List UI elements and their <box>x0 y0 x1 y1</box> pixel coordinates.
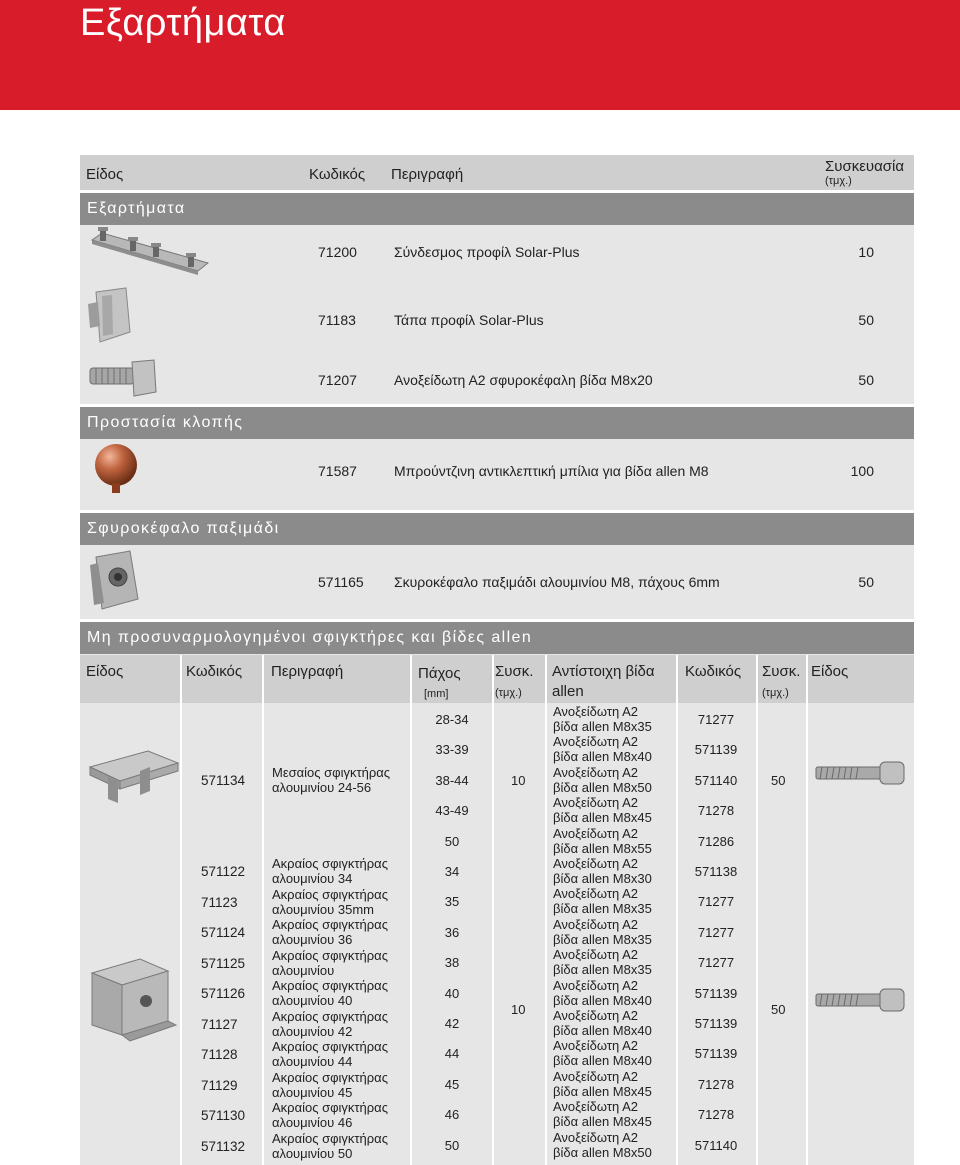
item-code: 71183 <box>318 312 356 328</box>
bolt-row-thickness: 38 <box>444 955 460 971</box>
end-clamp-code: 571126 <box>201 986 246 1001</box>
header-packaging-unit: (τμχ.) <box>825 175 852 187</box>
bolt-row-thickness: 44 <box>444 1046 460 1062</box>
mid-clamp-description: Μεσαίος σφιγκτήρας αλουμινίου 24-56 <box>272 765 391 795</box>
bolt-row-code: 571139 <box>694 985 738 1001</box>
section-hammer-nut: Σφυροκέφαλο παξιμάδι <box>80 513 914 545</box>
header-bolt-type: Είδος <box>811 663 849 680</box>
end-clamp-bolt-pack: 50 <box>771 1002 786 1017</box>
bolt-row-code: 71278 <box>697 803 735 819</box>
end-clamp-description: Ακραίος σφιγκτήρας αλουμινίου 36 <box>272 917 388 947</box>
bolt-row-description: Ανοξείδωτη Α2 βίδα allen M8x50 <box>553 1129 652 1160</box>
bolt-row-code: 71277 <box>697 894 735 910</box>
header-type: Είδος <box>86 166 124 183</box>
end-clamp-code: 571132 <box>201 1138 246 1154</box>
bolt-row-code: 571139 <box>694 742 738 758</box>
end-clamp-code: 71128 <box>201 1047 238 1062</box>
column-divider <box>756 655 758 1165</box>
bolt-row-thickness: 36 <box>444 924 460 940</box>
bolt-row-description: Ανοξείδωτη Α2 βίδα allen M8x40 <box>553 977 652 1008</box>
header-code: Κωδικός <box>186 663 243 680</box>
bolt-row-description: Ανοξείδωτη Α2 βίδα allen M8x40 <box>553 1038 652 1069</box>
bolt-row-description: Ανοξείδωτη Α2 βίδα allen M8x35 <box>553 704 652 734</box>
end-cap-icon <box>86 286 136 348</box>
header-description: Περιγραφή <box>391 166 464 183</box>
bolt-row-description: Ανοξείδωτη Α2 βίδα allen M8x45 <box>553 795 652 826</box>
header-matching-bolt: Αντίστοιχη βίδα allen <box>552 663 655 700</box>
item-code: 71207 <box>318 372 357 388</box>
column-divider <box>180 655 182 1165</box>
item-description: Σύνδεσμος προφίλ Solar-Plus <box>394 244 580 260</box>
header-bolt-pack: Συσκ. (τμχ.) <box>762 663 801 699</box>
allen-bolt-icon <box>814 759 910 787</box>
end-clamp-code: 571124 <box>201 925 246 940</box>
end-clamp-code: 571130 <box>201 1108 246 1123</box>
clamps-table-header <box>80 655 914 703</box>
mid-clamp-code: 571134 <box>201 773 246 788</box>
bolt-row-thickness: 50 <box>444 833 460 849</box>
bolt-row-thickness: 28-34 <box>435 712 469 727</box>
end-clamp-code: 71123 <box>201 894 238 910</box>
item-code: 71587 <box>318 463 357 479</box>
item-quantity: 100 <box>850 463 874 479</box>
end-clamp-icon <box>88 955 178 1055</box>
bolt-row-description: Ανοξείδωτη Α2 βίδα allen M8x45 <box>553 1068 652 1099</box>
bolt-row-code: 71286 <box>697 833 735 849</box>
header-bolt-code: Κωδικός <box>685 663 742 680</box>
bolt-row-code: 71278 <box>697 1107 735 1123</box>
bolt-row-code: 571139 <box>694 1046 738 1062</box>
mid-clamp-bolt-pack: 50 <box>771 773 786 788</box>
header-pack: Συσκ. (τμχ.) <box>495 663 534 699</box>
column-divider <box>262 655 264 1165</box>
item-quantity: 50 <box>858 574 874 590</box>
bolt-row-code: 71277 <box>697 712 735 727</box>
mid-clamp-pack: 10 <box>511 773 526 788</box>
section-clamps: Μη προσυναρμολογημένοι σφιγκτήρες και βίδες allen <box>80 622 914 654</box>
header-code: Κωδικός <box>309 166 366 183</box>
bolt-row-code: 571140 <box>694 772 738 788</box>
bolt-row-code: 71278 <box>697 1076 735 1092</box>
bolt-row-description: Ανοξείδωτη Α2 βίδα allen M8x40 <box>553 734 652 765</box>
end-clamp-description: Ακραίος σφιγκτήρας αλουμινίου 50 <box>272 1130 388 1161</box>
bolt-row-thickness: 35 <box>444 894 460 910</box>
bolt-row-description: Ανοξείδωτη Α2 βίδα allen M8x55 <box>553 825 652 856</box>
item-description: Ανοξείδωτη Α2 σφυροκέφαλη βίδα Μ8x20 <box>394 372 653 388</box>
item-code: 571165 <box>318 574 364 590</box>
end-clamp-code: 571122 <box>201 864 246 879</box>
bolt-row-thickness: 33-39 <box>435 742 469 758</box>
end-clamp-description: Ακραίος σφιγκτήρας αλουμινίου 46 <box>272 1100 388 1130</box>
end-clamp-description: Ακραίος σφιγκτήρας αλουμινίου 34 <box>272 856 388 886</box>
item-quantity: 50 <box>858 312 874 328</box>
bolt-row-thickness: 34 <box>444 864 460 879</box>
bolt-row-thickness: 46 <box>444 1107 460 1123</box>
bolt-row-thickness: 43-49 <box>435 803 469 819</box>
bolt-row-description: Ανοξείδωτη Α2 βίδα allen M8x30 <box>553 856 652 886</box>
bronze-ball-icon <box>94 443 138 495</box>
end-clamp-description: Ακραίος σφιγκτήρας αλουμινίου 45 <box>272 1069 388 1100</box>
end-clamp-description: Ακραίος σφιγκτήρας αλουμινίου 44 <box>272 1039 388 1069</box>
column-divider <box>545 655 547 1165</box>
end-clamp-description: Ακραίος σφιγκτήρας αλουμινίου 42 <box>272 1008 388 1039</box>
header-description: Περιγραφή <box>271 663 344 680</box>
column-divider <box>806 655 808 1165</box>
page-title: Εξαρτήματα <box>80 2 286 44</box>
end-clamp-code: 571125 <box>201 955 246 971</box>
bolt-row-thickness: 45 <box>444 1076 460 1092</box>
section-accessories: Εξαρτήματα <box>80 193 914 225</box>
rail-connector-icon <box>90 225 210 280</box>
header-packaging: Συσκευασία <box>825 158 905 175</box>
bolt-row-code: 71277 <box>697 924 735 940</box>
bolt-row-thickness: 50 <box>444 1137 460 1153</box>
end-clamp-code: 71127 <box>201 1016 238 1032</box>
bolt-row-description: Ανοξείδωτη Α2 βίδα allen M8x50 <box>553 764 652 795</box>
bolt-row-code: 571139 <box>694 1016 738 1031</box>
end-clamp-pack: 10 <box>511 1002 526 1017</box>
bolt-row-description: Ανοξείδωτη Α2 βίδα allen M8x45 <box>553 1099 652 1130</box>
table-header <box>80 155 914 193</box>
bolt-row-description: Ανοξείδωτη Α2 βίδα allen M8x35 <box>553 886 652 917</box>
header-thickness: Πάχος [mm] <box>418 665 461 700</box>
title-banner <box>0 0 960 110</box>
item-description: Σκυροκέφαλο παξιμάδι αλουμινίου Μ8, πάχους 6mm <box>394 574 720 590</box>
bolt-row-thickness: 38-44 <box>435 772 469 788</box>
hammer-head-bolt-icon <box>88 358 158 398</box>
bolt-row-code: 571140 <box>694 1137 738 1153</box>
bolt-row-thickness: 42 <box>444 1016 460 1031</box>
section-theft-protection: Προστασία κλοπής <box>80 407 914 439</box>
bolt-row-description: Ανοξείδωτη Α2 βίδα allen M8x40 <box>553 1008 652 1038</box>
item-description: Τάπα προφίλ Solar-Plus <box>394 312 544 328</box>
hammer-nut-icon <box>88 547 146 615</box>
allen-bolt-icon <box>814 986 910 1014</box>
end-clamp-code: 71129 <box>201 1077 238 1093</box>
bolt-row-code: 71277 <box>697 955 735 971</box>
end-clamp-description: Ακραίος σφιγκτήρας αλουμινίου 40 <box>272 978 388 1008</box>
item-quantity: 10 <box>858 244 874 260</box>
header-type: Είδος <box>86 663 124 680</box>
item-code: 71200 <box>318 244 357 260</box>
mid-clamp-icon <box>88 745 180 805</box>
bolt-row-description: Ανοξείδωτη Α2 βίδα allen M8x35 <box>553 947 652 978</box>
end-clamp-description: Ακραίος σφιγκτήρας αλουμινίου 35mm <box>272 886 388 917</box>
item-description: Μπρούντζινη αντικλεπτική μπίλια για βίδα allen M8 <box>394 463 709 479</box>
bolt-row-thickness: 40 <box>444 985 460 1001</box>
bolt-row-code: 571138 <box>694 864 738 879</box>
bolt-row-description: Ανοξείδωτη Α2 βίδα allen M8x35 <box>553 916 652 947</box>
end-clamp-description: Ακραίος σφιγκτήρας αλουμινίου <box>272 947 388 978</box>
item-quantity: 50 <box>858 372 874 388</box>
column-divider <box>492 655 494 1165</box>
